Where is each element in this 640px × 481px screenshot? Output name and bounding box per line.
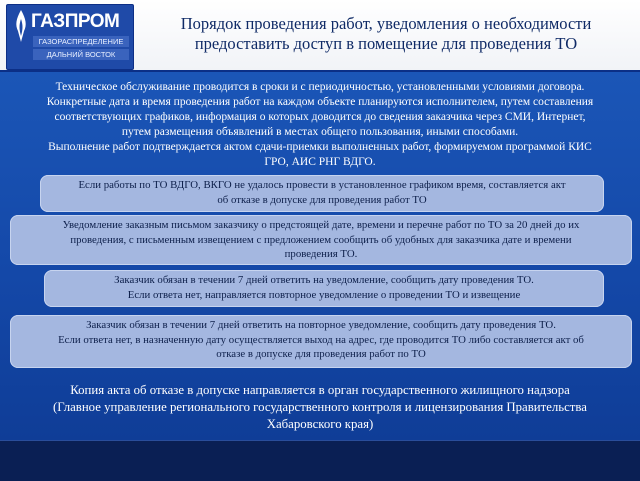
step-box-1 [40,175,604,212]
logo-line-2: ДАЛЬНИЙ ВОСТОК [33,49,129,60]
title-line-1: Порядок проведения работ, уведомления о необходимости [180,14,592,33]
conclusion-line: Хабаровского края) [266,417,374,431]
step-box-4 [10,315,632,368]
intro-line: путем размещения объявлений в местах общего пользования, иными способами. [121,126,519,138]
conclusion-text [10,382,630,433]
step-line: проведения, с письменным извещением с предложением сообщить об удобных для заказчика дате и времени [70,233,572,246]
conclusion-line: Копия акта об отказе в допуске направляется в орган государственного жилищного надзора [70,383,570,397]
step-line: отказе в допуске для проведения работ по ТО [216,348,426,360]
step-line: Заказчик обязан в течении 7 дней ответить на повторное уведомление, сообщить дату проведения ТО. [86,319,556,331]
footer-bar [0,440,640,481]
step-line: Уведомление заказным письмом заказчику о предстоящей дате, времени и перечне работ по ТО за 20 дней до их [62,219,580,231]
step-box-3 [44,270,604,307]
flame-icon [13,9,29,43]
intro-line: Конкретные дата и время проведения работ на каждом объекте планируются исполнителем, путем составления [46,96,594,108]
logo-line-1: ГАЗОРАСПРЕДЕЛЕНИЕ [33,36,129,47]
intro-line: ГРО, АИС РНГ ВДГО. [264,156,376,168]
step-line: Если ответа нет, направляется повторное уведомление о проведении ТО и извещение [127,288,521,301]
logo-brand: ГАЗПРОМ [31,11,120,32]
step-line: Если ответа нет, в назначенную дату осуществляется выход на адрес, где проводится ТО либо составляется акт об [58,333,584,346]
page-title [136,14,636,54]
slide-header [0,0,640,72]
step-line: проведения ТО. [284,248,358,260]
intro-text [8,80,632,170]
intro-line: соответствующих графиков, информация о которых доводится до сведения заказчика через СМИ, Интернет, [54,111,586,123]
intro-line: Техническое обслуживание проводится в сроки и с периодичностью, установленными условиями договора. [55,81,585,93]
content-area [0,72,640,440]
conclusion-line: (Главное управление регионального государственного контроля и лицензирования Правительства [53,400,587,414]
step-line: об отказе в допуске для проведения работ ТО [217,193,427,206]
title-line-2: предоставить доступ в помещение для проведения ТО [194,34,578,53]
step-line: Заказчик обязан в течении 7 дней ответить на уведомление, сообщить дату проведения ТО. [114,274,534,286]
step-box-2 [10,215,632,265]
step-line: Если работы по ТО ВДГО, ВКГО не удалось провести в установленное графиком время, составляется акт [78,179,566,191]
intro-line: Выполнение работ подтверждается актом сдачи-приемки выполненных работ, формируемом программой КИС [48,141,592,153]
gazprom-logo [6,4,134,70]
